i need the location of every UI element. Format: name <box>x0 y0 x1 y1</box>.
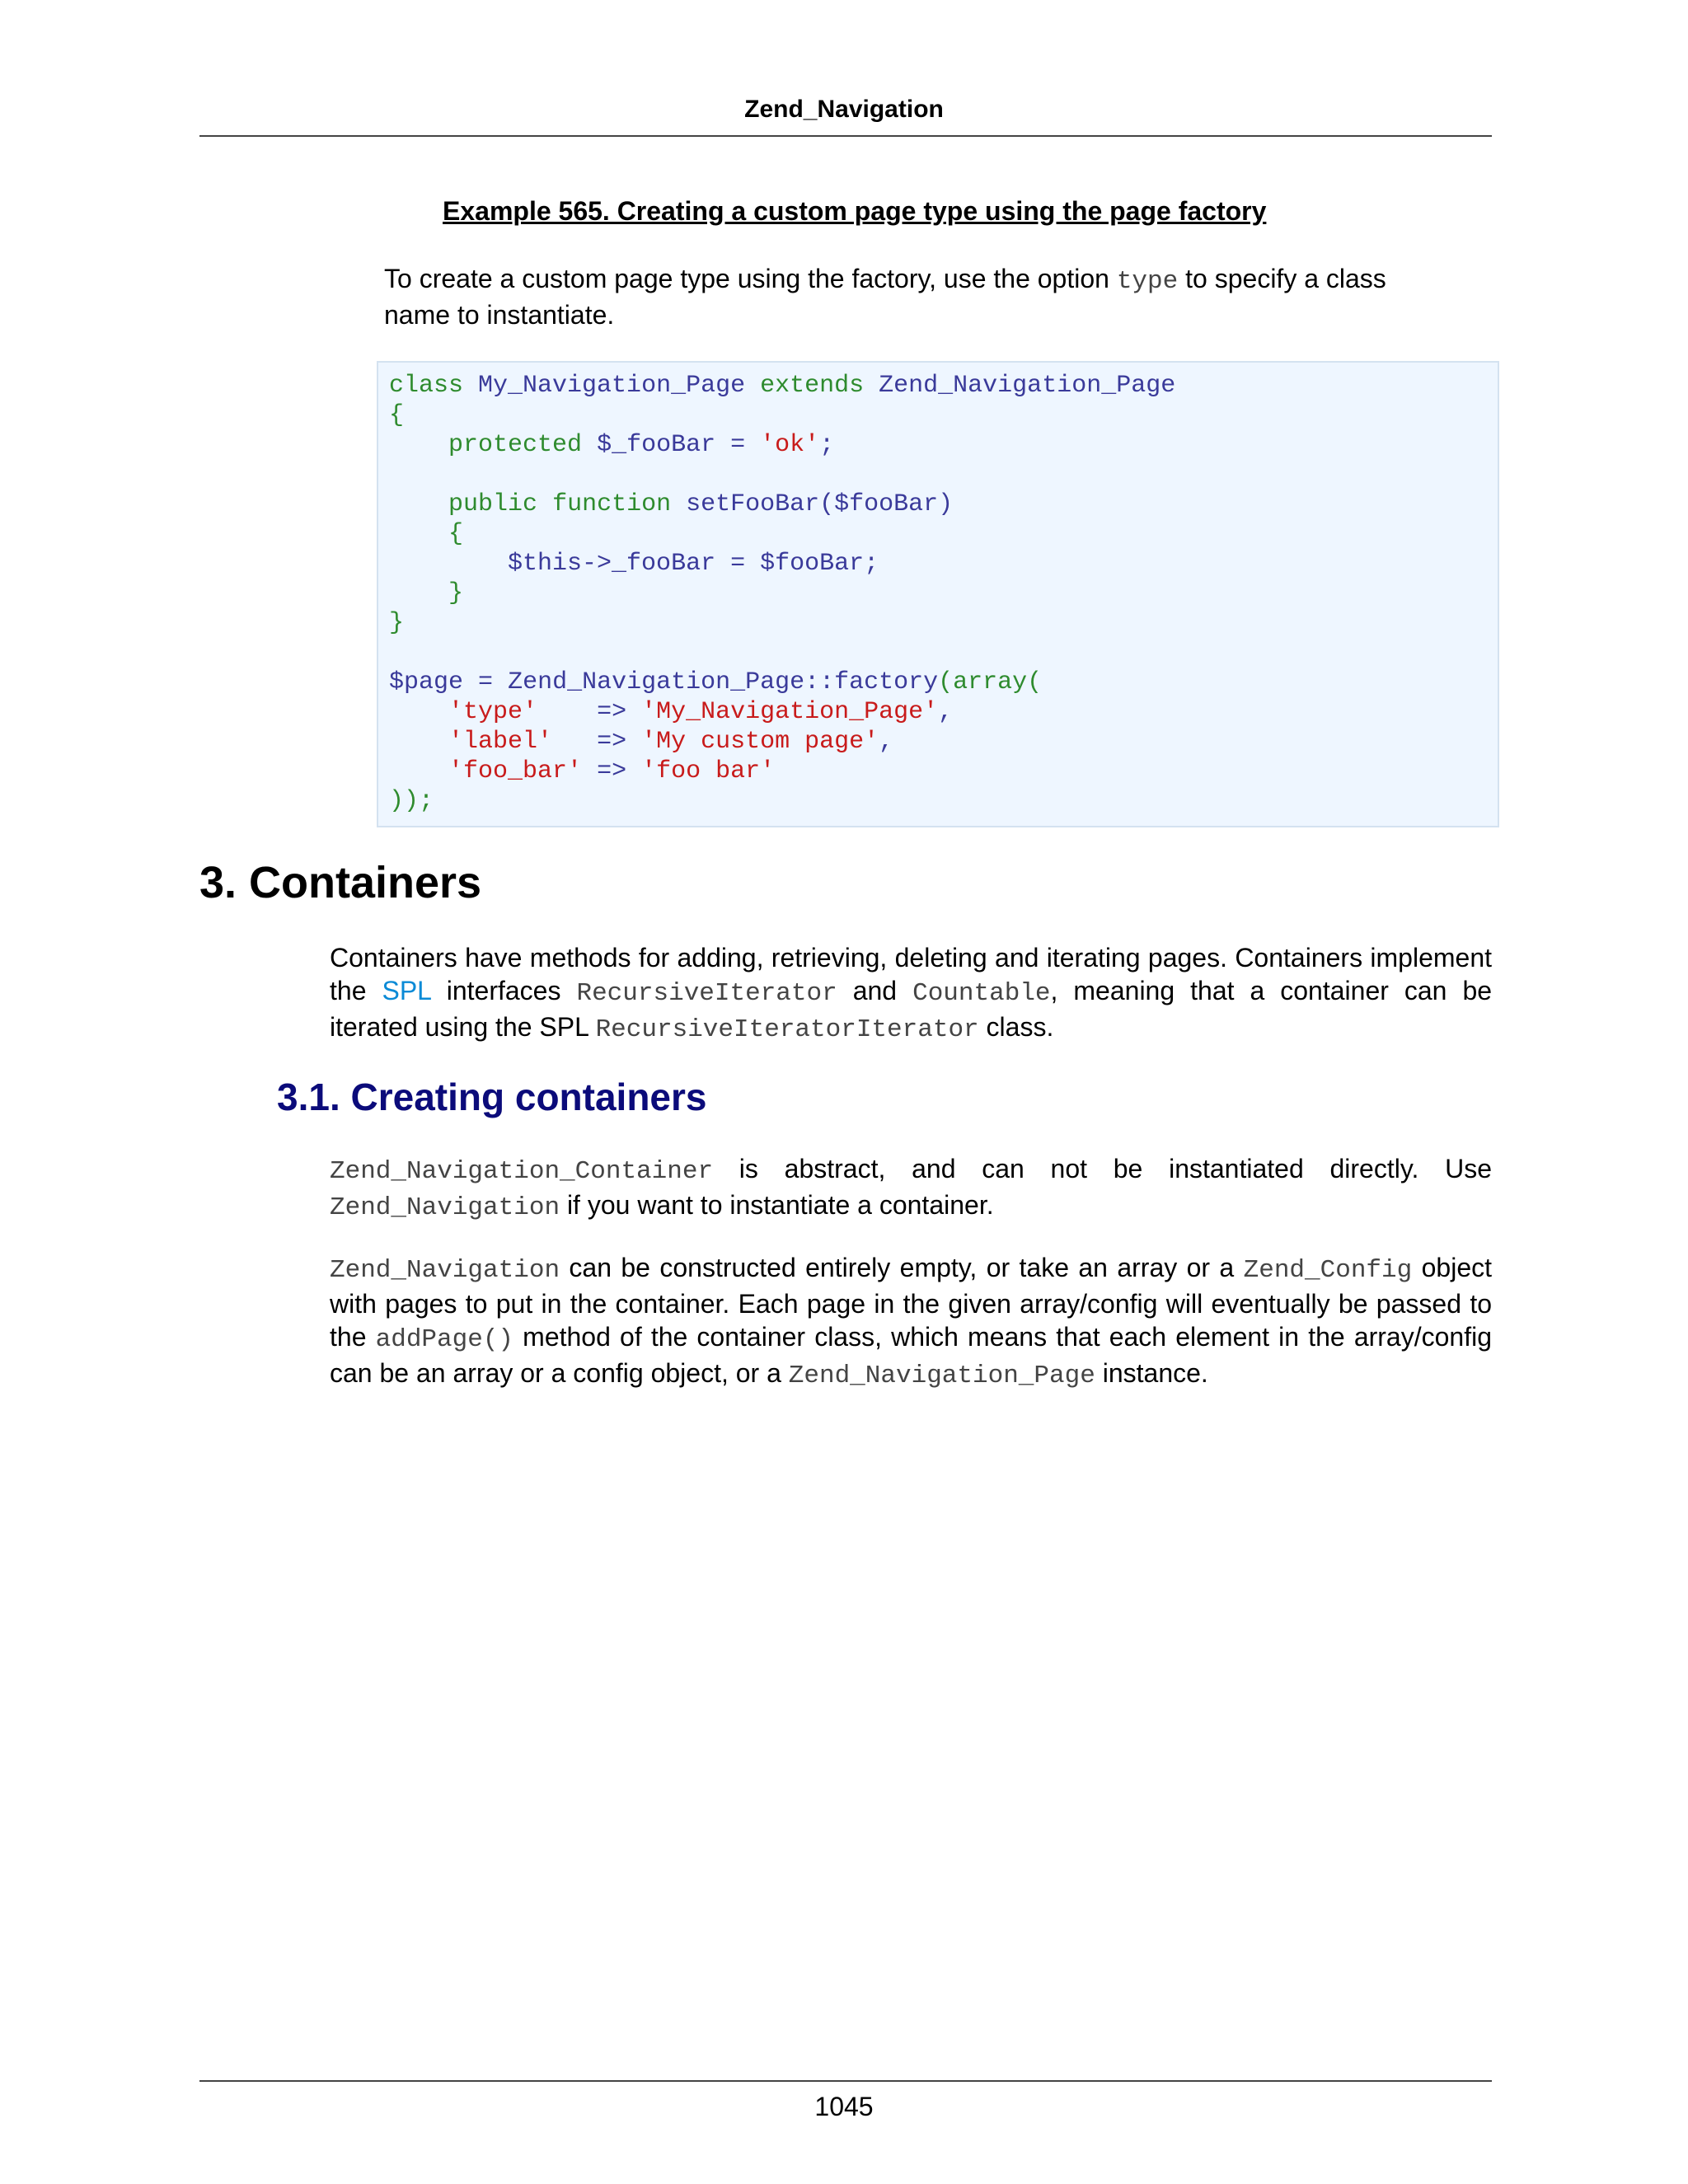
intro-text-3: name to instantiate. <box>384 300 615 330</box>
code-recursiveiterator: RecursiveIterator <box>576 979 837 1008</box>
code-zend-config: Zend_Config <box>1243 1256 1413 1285</box>
spl-link[interactable]: SPL <box>382 976 431 1005</box>
intro-text-1: To create a custom page type using the factory, use the option <box>384 264 1117 293</box>
subsection-heading-creating-containers: 3.1. Creating containers <box>277 1076 707 1118</box>
header-rule <box>199 135 1492 137</box>
creating-paragraph-2: Zend_Navigation can be constructed entirely empty, or take an array or a Zend_Config object with pages to put in the container. Each page in the given array/config will eventually be passed to the addPage() method of the container class, which means that each element in the array/config can be an array or a config object, or a Zend_Navigation_Page instance. <box>330 1253 1493 1390</box>
creating-paragraph-1: Zend_Navigation_Container is abstract, and can not be instantiated directly. Use Zend_Navigation if you want to instantiate a container. <box>330 1154 1492 1222</box>
code-block <box>377 361 1499 827</box>
code-zend-navigation: Zend_Navigation <box>330 1193 560 1222</box>
containers-paragraph: Containers have methods for adding, retrieving, deleting and iterating pages. Containers implement the SPL interfaces RecursiveIterator and Countable, meaning that a container can be iterated using the SPL RecursiveIteratorIterator class. <box>330 943 1493 1044</box>
code-zend-navigation-2: Zend_Navigation <box>330 1256 560 1285</box>
code-recursiveiteratoriterator: RecursiveIteratorIterator <box>595 1015 979 1044</box>
example-intro <box>384 262 1492 331</box>
example-title: Example 565. Creating a custom page type using the page factory <box>443 196 1267 226</box>
code-zend-navigation-container: Zend_Navigation_Container <box>330 1157 714 1186</box>
page-number: 1045 <box>814 2092 874 2121</box>
running-header: Zend_Navigation <box>744 96 944 123</box>
intro-code-type: type <box>1116 267 1179 296</box>
code-addpage: addPage() <box>375 1325 514 1354</box>
code-zend-navigation-page: Zend_Navigation_Page <box>788 1361 1095 1390</box>
code-listing: class My_Navigation_Page extends Zend_Navigation_Page { protected $_fooBar = 'ok'; public function setFooBar($fooBar) { $this->_fooBar = $fooBar; } } $page = Zend_Navigation_Page::factory(array( 'type' => 'My_Navigation_Page', 'label' => 'My custom page', 'foo_bar' => 'foo bar' )); <box>389 372 1176 815</box>
intro-text-2: to specify a class <box>1178 264 1386 293</box>
section-heading-containers: 3. Containers <box>199 858 482 907</box>
code-countable: Countable <box>912 979 1051 1008</box>
footer-rule <box>199 2080 1492 2082</box>
